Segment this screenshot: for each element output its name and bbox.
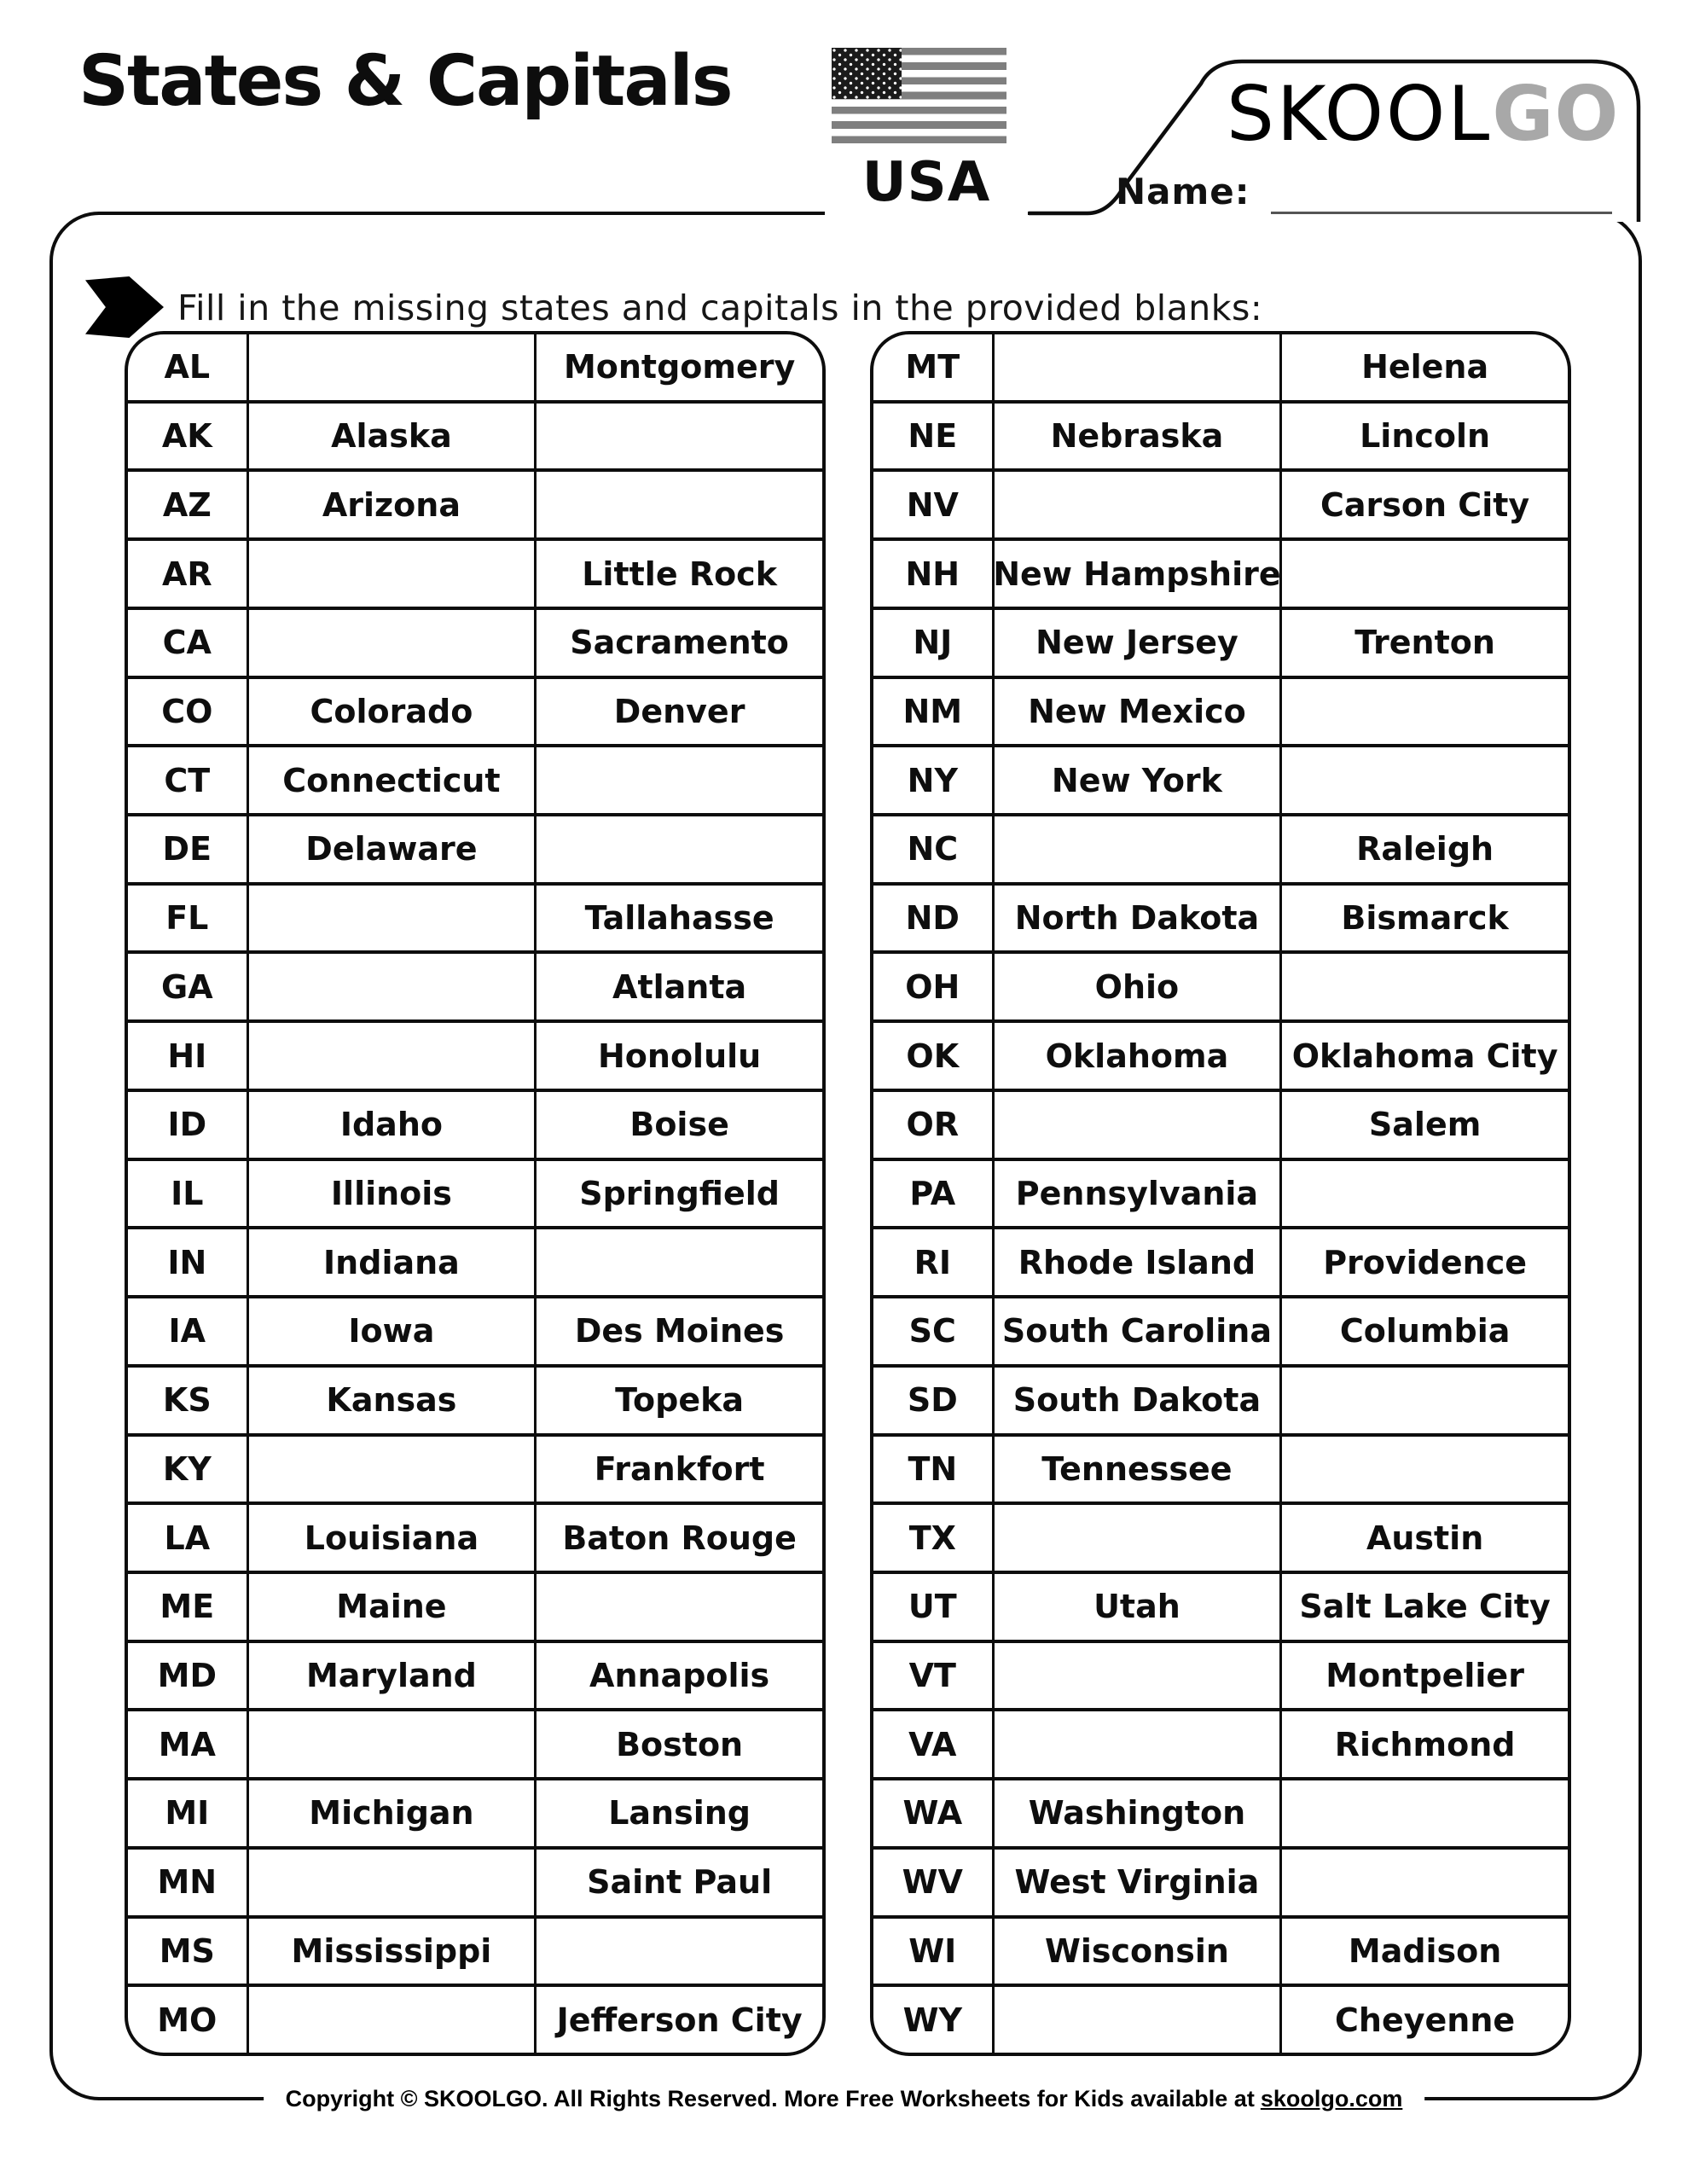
table-row xyxy=(128,1158,822,1227)
state-abbr-cell: OR xyxy=(906,1106,960,1144)
blank-cell[interactable] xyxy=(247,886,535,951)
capital-cell: Honolulu xyxy=(534,1023,822,1089)
table-row xyxy=(128,882,822,951)
capital-cell: Topeka xyxy=(534,1368,822,1433)
capital-cell: Denver xyxy=(534,679,822,745)
capital-cell: Springfield xyxy=(534,1161,822,1227)
state-name-cell: Idaho xyxy=(247,1092,535,1158)
blank-cell[interactable] xyxy=(1279,679,1568,745)
capital-cell: Atlanta xyxy=(534,954,822,1019)
table-row xyxy=(873,1019,1568,1089)
state-abbr-cell: GA xyxy=(161,967,213,1006)
capital-cell: Providence xyxy=(1279,1229,1568,1295)
footer-skoolgo-link[interactable]: skoolgo.com xyxy=(1260,2085,1403,2111)
blank-cell[interactable] xyxy=(992,1711,1280,1777)
flag-canton-stars xyxy=(832,48,902,99)
capital-cell: Sacramento xyxy=(534,610,822,676)
state-abbr-cell: OK xyxy=(906,1037,960,1075)
table-row xyxy=(873,813,1568,882)
states-table-left xyxy=(125,331,826,2056)
table-row xyxy=(873,744,1568,813)
state-name-cell: West Virginia xyxy=(992,1850,1280,1915)
state-abbr-cell: PA xyxy=(909,1174,956,1212)
capital-cell: Des Moines xyxy=(534,1298,822,1364)
blank-cell[interactable] xyxy=(992,472,1280,537)
table-row xyxy=(873,1915,1568,1984)
capital-cell: Frankfort xyxy=(534,1437,822,1502)
state-abbr-cell: OH xyxy=(905,967,960,1006)
blank-cell[interactable] xyxy=(992,1505,1280,1571)
state-abbr-cell: NJ xyxy=(913,624,953,662)
blank-cell[interactable] xyxy=(247,610,535,676)
capital-cell: Helena xyxy=(1279,334,1568,400)
state-abbr-cell: WI xyxy=(908,1931,957,1970)
table-row xyxy=(128,1433,822,1502)
state-abbr-cell: WV xyxy=(902,1863,963,1902)
table-row xyxy=(128,1226,822,1295)
capital-cell: Saint Paul xyxy=(534,1850,822,1915)
state-abbr-cell: NM xyxy=(902,692,963,730)
table-row xyxy=(128,1984,822,2053)
state-abbr-cell: CT xyxy=(164,761,211,799)
table-row xyxy=(873,1502,1568,1571)
table-row xyxy=(873,1984,1568,2053)
state-abbr-cell: NV xyxy=(906,485,959,524)
state-abbr-cell: MN xyxy=(157,1863,218,1902)
table-row xyxy=(128,744,822,813)
capital-cell: Madison xyxy=(1279,1919,1568,1984)
capital-cell: Baton Rouge xyxy=(534,1505,822,1571)
capital-cell: Salem xyxy=(1279,1092,1568,1158)
state-abbr-cell: KY xyxy=(162,1449,212,1488)
state-name-cell: Wisconsin xyxy=(992,1919,1280,1984)
table-row xyxy=(128,1295,822,1364)
table-row xyxy=(128,1019,822,1089)
capital-cell: Raleigh xyxy=(1279,816,1568,882)
blank-cell[interactable] xyxy=(1279,1850,1568,1915)
state-name-cell: Louisiana xyxy=(247,1505,535,1571)
state-abbr-cell: SD xyxy=(907,1381,958,1420)
state-name-cell: Colorado xyxy=(247,679,535,745)
table-row xyxy=(873,537,1568,607)
blank-cell[interactable] xyxy=(1279,541,1568,607)
capital-cell: Montgomery xyxy=(534,334,822,400)
table-row xyxy=(873,1226,1568,1295)
state-name-cell: Iowa xyxy=(247,1298,535,1364)
table-row xyxy=(128,950,822,1019)
blank-cell[interactable] xyxy=(1279,1368,1568,1433)
state-abbr-cell: NY xyxy=(907,761,958,799)
state-abbr-cell: AZ xyxy=(162,485,212,524)
table-row xyxy=(873,607,1568,676)
blank-cell[interactable] xyxy=(247,1023,535,1089)
capital-cell: Little Rock xyxy=(534,541,822,607)
state-abbr-cell: DE xyxy=(162,830,212,868)
skoolgo-logo xyxy=(1227,70,1620,158)
state-abbr-cell: CA xyxy=(162,624,212,662)
state-name-cell: Alaska xyxy=(247,404,535,469)
capital-cell: Tallahasse xyxy=(534,886,822,951)
state-abbr-cell: AK xyxy=(161,417,212,456)
usa-flag-icon xyxy=(832,48,1006,143)
table-row xyxy=(873,882,1568,951)
state-name-cell: Pennsylvania xyxy=(992,1161,1280,1227)
state-name-cell: Connecticut xyxy=(247,747,535,813)
state-abbr-cell: UT xyxy=(908,1588,957,1626)
blank-cell[interactable] xyxy=(534,816,822,882)
state-abbr-cell: IA xyxy=(168,1312,206,1350)
table-row xyxy=(873,1571,1568,1640)
blank-cell[interactable] xyxy=(247,954,535,1019)
state-abbr-cell: ME xyxy=(160,1588,215,1626)
capital-cell: Carson City xyxy=(1279,472,1568,537)
state-abbr-cell: CO xyxy=(161,692,213,730)
table-row xyxy=(128,537,822,607)
capital-cell: Annapolis xyxy=(534,1643,822,1709)
state-abbr-cell: AR xyxy=(161,555,212,593)
capital-cell: Jefferson City xyxy=(534,1987,822,2053)
state-abbr-cell: TN xyxy=(908,1449,958,1488)
blank-cell[interactable] xyxy=(534,472,822,537)
capital-cell: Oklahoma City xyxy=(1279,1023,1568,1089)
table-row xyxy=(128,1571,822,1640)
blank-cell[interactable] xyxy=(1279,1780,1568,1846)
state-abbr-cell: KS xyxy=(162,1381,212,1420)
blank-cell[interactable] xyxy=(247,334,535,400)
blank-cell[interactable] xyxy=(534,1919,822,1984)
state-name-cell: Washington xyxy=(992,1780,1280,1846)
state-name-cell: Maine xyxy=(247,1574,535,1640)
state-name-cell: New Hampshire xyxy=(992,541,1280,607)
state-abbr-cell: NC xyxy=(907,830,959,868)
state-abbr-cell: ND xyxy=(905,899,960,938)
state-abbr-cell: MI xyxy=(165,1794,210,1833)
table-row xyxy=(128,1089,822,1158)
table-row xyxy=(873,468,1568,537)
capital-cell: Lansing xyxy=(534,1780,822,1846)
table-row xyxy=(873,1089,1568,1158)
table-row xyxy=(873,400,1568,469)
blank-cell[interactable] xyxy=(247,1850,535,1915)
state-abbr-cell: VT xyxy=(908,1657,956,1695)
state-abbr-cell: FL xyxy=(165,899,209,938)
blank-cell[interactable] xyxy=(992,816,1280,882)
flag-caption: USA xyxy=(825,143,1028,222)
state-name-cell: Rhode Island xyxy=(992,1229,1280,1295)
blank-cell[interactable] xyxy=(247,541,535,607)
state-name-cell: South Dakota xyxy=(992,1368,1280,1433)
state-abbr-cell: IN xyxy=(167,1243,207,1281)
state-name-cell: Maryland xyxy=(247,1643,535,1709)
footer xyxy=(264,2075,1425,2123)
blank-cell[interactable] xyxy=(992,1643,1280,1709)
state-name-cell: Oklahoma xyxy=(992,1023,1280,1089)
state-abbr-cell: WA xyxy=(902,1794,963,1833)
state-abbr-cell: NH xyxy=(905,555,960,593)
blank-cell[interactable] xyxy=(534,404,822,469)
table-row xyxy=(873,1364,1568,1433)
state-abbr-cell: MO xyxy=(157,2001,218,2039)
table-row xyxy=(128,813,822,882)
blank-cell[interactable] xyxy=(1279,1437,1568,1502)
state-name-cell: Indiana xyxy=(247,1229,535,1295)
state-name-cell: Illinois xyxy=(247,1161,535,1227)
state-name-cell: Ohio xyxy=(992,954,1280,1019)
capital-cell: Trenton xyxy=(1279,610,1568,676)
blank-cell[interactable] xyxy=(534,1574,822,1640)
state-abbr-cell: MS xyxy=(159,1931,215,1970)
blank-cell[interactable] xyxy=(247,1987,535,2053)
capital-cell: Bismarck xyxy=(1279,886,1568,951)
blank-cell[interactable] xyxy=(992,1987,1280,2053)
instruction-text: Fill in the missing states and capitals in the provided blanks: xyxy=(177,288,1263,328)
logo-skool-text: SKOOL xyxy=(1227,70,1493,158)
state-abbr-cell: HI xyxy=(167,1037,207,1075)
page-title: States & Capitals xyxy=(78,41,732,122)
state-name-cell: Kansas xyxy=(247,1368,535,1433)
blank-cell[interactable] xyxy=(1279,747,1568,813)
table-row xyxy=(128,1846,822,1915)
table-row xyxy=(873,676,1568,745)
capital-cell: Boise xyxy=(534,1092,822,1158)
state-name-cell: Utah xyxy=(992,1574,1280,1640)
table-row xyxy=(873,1433,1568,1502)
footer-copyright-text: Copyright © SKOOLGO. All Rights Reserved. More Free Worksheets for Kids available at xyxy=(285,2085,1255,2111)
state-name-cell: Delaware xyxy=(247,816,535,882)
state-abbr-cell: MD xyxy=(157,1657,217,1695)
table-row xyxy=(128,1640,822,1709)
blank-cell[interactable] xyxy=(1279,954,1568,1019)
blank-cell[interactable] xyxy=(992,334,1280,400)
state-name-cell: New York xyxy=(992,747,1280,813)
name-input-line[interactable] xyxy=(1271,212,1612,214)
name-label: Name: xyxy=(1116,171,1250,212)
capital-cell: Richmond xyxy=(1279,1711,1568,1777)
table-row xyxy=(873,334,1568,400)
table-row xyxy=(873,1295,1568,1364)
capital-cell: Columbia xyxy=(1279,1298,1568,1364)
table-row xyxy=(128,1915,822,1984)
state-abbr-cell: WY xyxy=(902,2001,963,2039)
state-abbr-cell: IL xyxy=(171,1174,204,1212)
state-name-cell: North Dakota xyxy=(992,886,1280,951)
table-row xyxy=(128,468,822,537)
state-name-cell: Tennessee xyxy=(992,1437,1280,1502)
state-name-cell: Arizona xyxy=(247,472,535,537)
state-name-cell: Nebraska xyxy=(992,404,1280,469)
state-abbr-cell: SC xyxy=(908,1312,956,1350)
capital-cell: Boston xyxy=(534,1711,822,1777)
state-name-cell: Mississippi xyxy=(247,1919,535,1984)
table-row xyxy=(873,1846,1568,1915)
blank-cell[interactable] xyxy=(992,1092,1280,1158)
table-row xyxy=(128,1708,822,1777)
state-abbr-cell: NE xyxy=(908,417,958,456)
state-abbr-cell: LA xyxy=(164,1519,211,1557)
capital-cell: Cheyenne xyxy=(1279,1987,1568,2053)
state-abbr-cell: MT xyxy=(905,348,960,386)
state-name-cell: New Mexico xyxy=(992,679,1280,745)
table-row xyxy=(128,400,822,469)
state-name-cell: South Carolina xyxy=(992,1298,1280,1364)
state-abbr-cell: VA xyxy=(908,1725,957,1763)
state-abbr-cell: RI xyxy=(914,1243,951,1281)
table-row xyxy=(128,1777,822,1846)
table-row xyxy=(873,1640,1568,1709)
blank-cell[interactable] xyxy=(1279,1161,1568,1227)
state-name-cell: Michigan xyxy=(247,1780,535,1846)
logo-go-text: GO xyxy=(1492,70,1620,158)
blank-cell[interactable] xyxy=(534,1229,822,1295)
table-row xyxy=(873,950,1568,1019)
state-abbr-cell: ID xyxy=(167,1106,207,1144)
table-row xyxy=(128,607,822,676)
table-row xyxy=(128,334,822,400)
capital-cell: Austin xyxy=(1279,1505,1568,1571)
table-row xyxy=(128,1502,822,1571)
table-row xyxy=(873,1708,1568,1777)
capital-cell: Lincoln xyxy=(1279,404,1568,469)
state-abbr-cell: MA xyxy=(158,1725,216,1763)
table-row xyxy=(128,1364,822,1433)
blank-cell[interactable] xyxy=(534,747,822,813)
states-table-right xyxy=(870,331,1571,2056)
blank-cell[interactable] xyxy=(247,1437,535,1502)
capital-cell: Salt Lake City xyxy=(1279,1574,1568,1640)
blank-cell[interactable] xyxy=(247,1711,535,1777)
capital-cell: Montpelier xyxy=(1279,1643,1568,1709)
table-row xyxy=(873,1777,1568,1846)
table-row xyxy=(873,1158,1568,1227)
state-abbr-cell: AL xyxy=(164,348,211,386)
state-abbr-cell: TX xyxy=(908,1519,956,1557)
table-row xyxy=(128,676,822,745)
state-name-cell: New Jersey xyxy=(992,610,1280,676)
